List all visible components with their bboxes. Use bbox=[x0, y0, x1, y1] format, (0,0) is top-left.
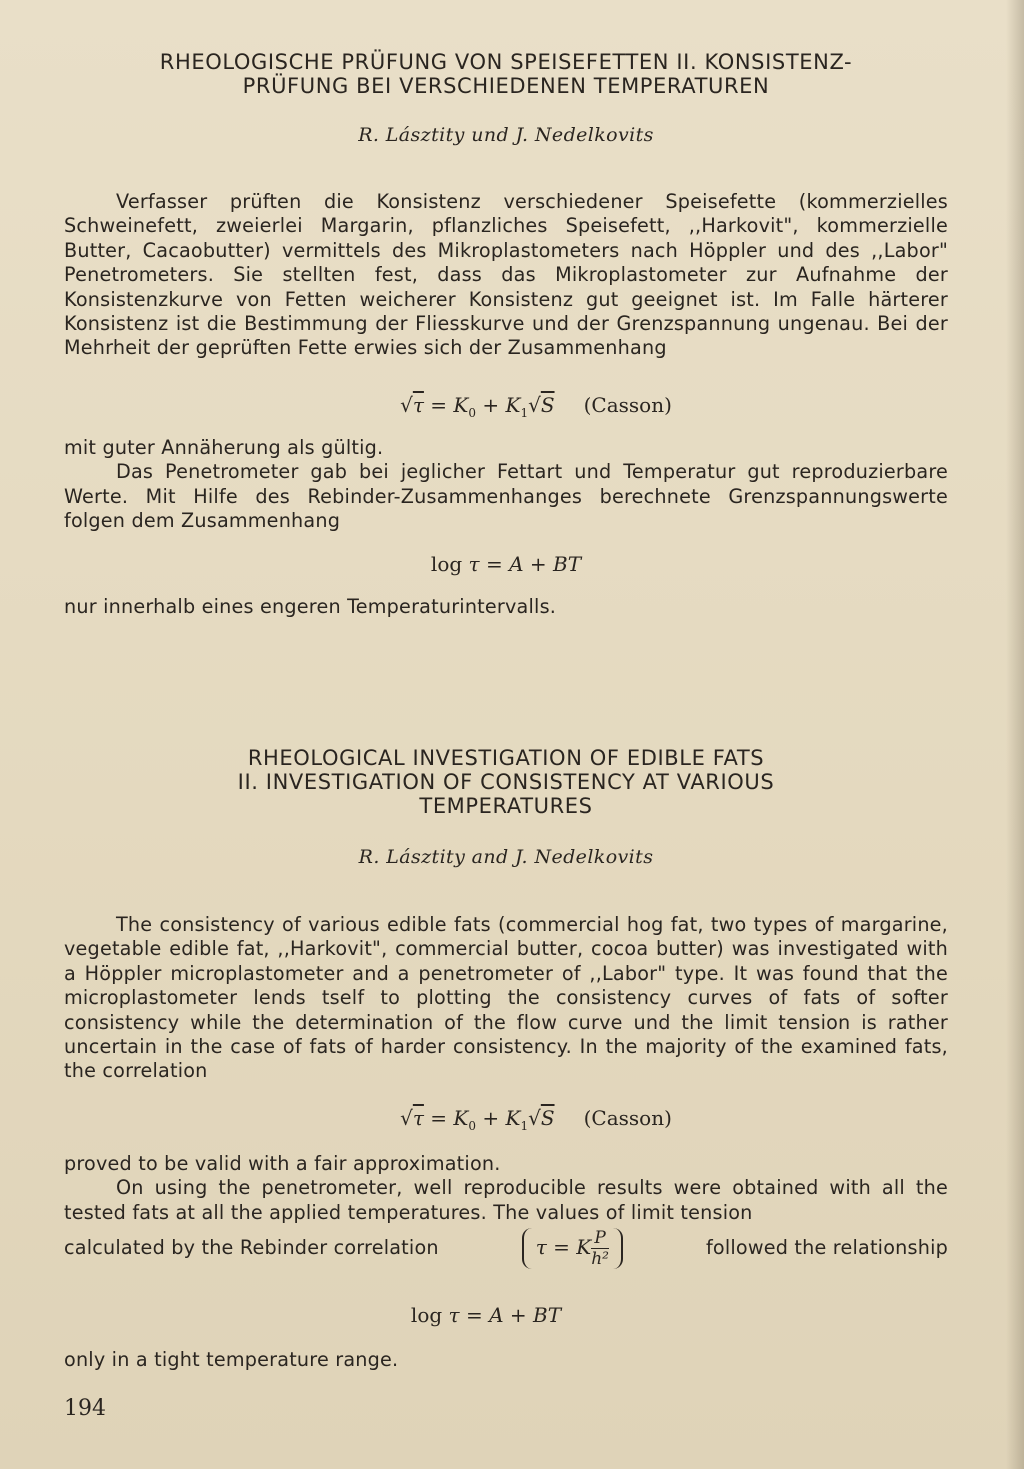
english-casson-formula bbox=[64, 1106, 948, 1133]
english-authors: R. Lásztity and J. Nedelkovits bbox=[358, 846, 654, 868]
german-paragraph-4: nur innerhalb eines engeren Temperaturintervalls. bbox=[64, 595, 557, 618]
english-title-line-1: RHEOLOGICAL INVESTIGATION OF EDIBLE FATS bbox=[247, 746, 765, 770]
german-authors-block bbox=[64, 124, 948, 146]
german-text-2 bbox=[64, 436, 948, 534]
casson-label-en: (Casson) bbox=[583, 1106, 672, 1130]
english-title-line-2: II. INVESTIGATION OF CONSISTENCY AT VARIOUS bbox=[237, 770, 775, 794]
page-number: 194 bbox=[64, 1396, 106, 1421]
rebinder-fraction: $\frac{P}{\text{h²}}$ bbox=[591, 1228, 609, 1269]
log-formula: log τ = A + BT bbox=[430, 552, 582, 576]
page-edge-shadow bbox=[1006, 0, 1024, 1469]
english-paragraph-1: The consistency of various edible fats (commercial hog fat, two types of margarine, vegetable edible fat, ,,Harkovit", commercial butter, cocoa butter) was investigated with a Höppler microplastometer and a penetrometer of ,,Labor" type. It was found that the microplastometer lends tself to plotting the consistency curves of fats of softer consistency while the determination of the flow curve und the limit tension is rather uncertain in the case of fats of harder consistency. In the majority of the examined fats, the correlation bbox=[64, 913, 948, 1083]
english-abstract bbox=[64, 913, 948, 1084]
english-paragraph-3: On using the penetrometer, well reproducible results were obtained with all the tested fats at all the applied temperatures. The values of limit tension bbox=[64, 1176, 948, 1224]
rebinder-formula: τ = K $\frac{P}{\text{h²}}$ bbox=[522, 1228, 623, 1269]
english-title bbox=[64, 746, 948, 818]
german-title-line-1: RHEOLOGISCHE PRÜFUNG VON SPEISEFETTEN II. KONSISTENZ- bbox=[159, 50, 853, 74]
rebinder-line-start: calculated by the Rebinder correlation bbox=[64, 1236, 439, 1260]
english-rebinder-line bbox=[64, 1228, 948, 1269]
german-text-3 bbox=[64, 595, 948, 619]
german-abstract bbox=[64, 190, 948, 361]
english-log-formula bbox=[64, 1303, 948, 1327]
german-paragraph-1: Verfasser prüften die Konsistenz verschiedener Speisefette (kommerzielles Schweinefett, zweierlei Margarin, pflanzliches Speisefett, ,,Harkovit", kommerzielle Butter, Cacaobutter) vermittels des Mikroplastometers nach Höppler und des ,,Labor" Penetrometers. Sie stellten fest, dass das Mikroplastometer zur Aufnahme der Konsistenzkurve von Fetten weicherer Konsistenz gut geeignet ist. Im Falle härterer Konsistenz ist die Bestimmung der Fliesskurve und der Grenzspannung ungenau. Bei der Mehrheit der geprüften Fette erwies sich der Zusammenhang bbox=[64, 190, 948, 360]
english-paragraph-2: proved to be valid with a fair approximation. bbox=[64, 1152, 501, 1175]
english-text-2 bbox=[64, 1152, 948, 1225]
german-title-line-2: PRÜFUNG BEI VERSCHIEDENEN TEMPERATUREN bbox=[242, 74, 770, 98]
german-title bbox=[64, 50, 948, 98]
casson-formula: $√\tau = K_0 + K_1√S$ bbox=[400, 393, 555, 420]
german-paragraph-2: mit guter Annäherung als gültig. bbox=[64, 436, 384, 459]
english-paragraph-4: only in a tight temperature range. bbox=[64, 1348, 399, 1371]
rebinder-line-end: followed the relationship bbox=[705, 1236, 948, 1260]
german-paragraph-3: Das Penetrometer gab bei jeglicher Fettart und Temperatur gut reproduzierbare Werte. Mit Hilfe des Rebinder-Zusammenhanges berechnete Grenzspannungswerte folgen dem Zusammenhang bbox=[64, 460, 948, 533]
casson-label: (Casson) bbox=[583, 393, 672, 417]
casson-formula-en: $√\tau = K_0 + K_1√S$ bbox=[400, 1106, 555, 1133]
german-authors: R. Lásztity und J. Nedelkovits bbox=[358, 124, 654, 146]
german-casson-formula bbox=[64, 393, 948, 420]
english-title-line-3: TEMPERATURES bbox=[419, 794, 593, 818]
english-text-3 bbox=[64, 1348, 948, 1372]
german-log-formula bbox=[64, 552, 948, 576]
log-formula-en: log τ = A + BT bbox=[410, 1303, 562, 1327]
english-authors-block bbox=[64, 846, 948, 868]
